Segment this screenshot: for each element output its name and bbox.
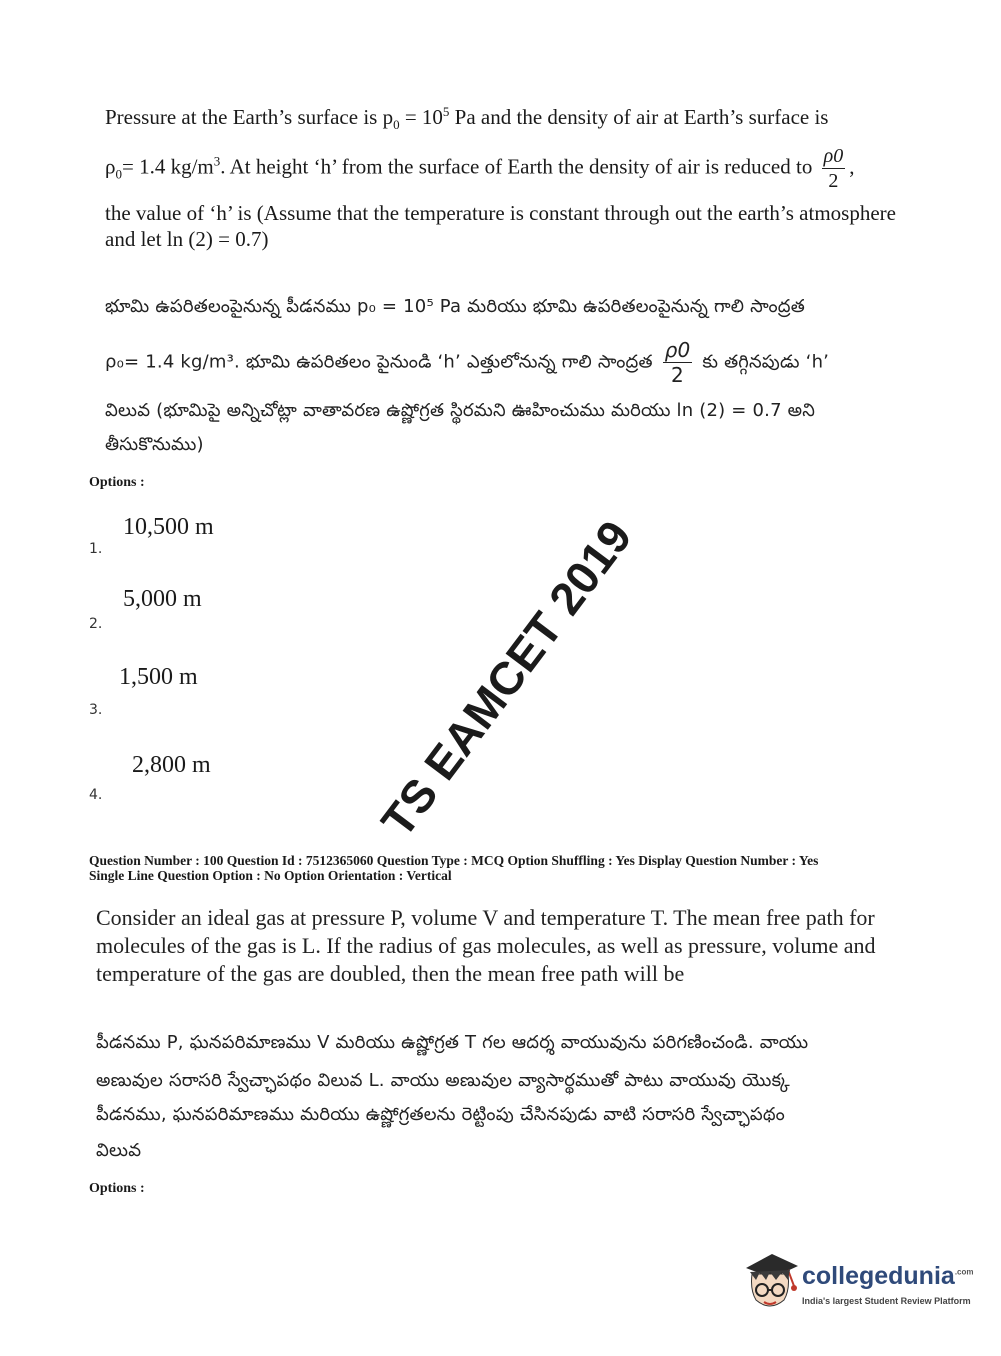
option-4-value[interactable]: 2,800 m [132, 752, 211, 778]
logo-brand-text: collegedunia$^{.com}$ [802, 1262, 974, 1290]
logo-tagline: India's largest Student Review Platform [802, 1296, 971, 1306]
q2-telugu-line-1: పీడనము P, ఘనపరిమాణము V మరియు ఉష్ణోగ్రత T గల ఆదర్శ వాయువును పరిగణించండి. వాయు [96, 1032, 809, 1053]
option-4-number: 4. [89, 787, 103, 803]
options-label-2: Options : [89, 1181, 145, 1196]
q1-english-line-1: Pressure at the Earth’s surface is $p_0 = 10^5$ Pa and the density of air at Earth’s surface is [105, 104, 829, 133]
option-3-value[interactable]: 1,500 m [119, 664, 198, 690]
rho0-over-2-fraction: $\frac{\rho 0}{2}$ [823, 145, 844, 192]
exam-watermark: TS EAMCET 2019 [370, 510, 642, 847]
question-meta-line-2: Single Line Question Option : No Option Orientation : Vertical [89, 868, 452, 883]
option-2-value[interactable]: 5,000 m [123, 586, 202, 612]
q1-telugu-line-2: ρ₀= 1.4 kg/m³. భూమి ఉపరితలం పైనుండి ‘h’ ఎత్తులోనున్న గాలి సాంద్రత $\frac{\rho 0}{2}$ కు తగ్గినపుడు ‘h’ [105, 338, 830, 387]
q1-english-line-3: the value of ‘h’ is (Assume that the temperature is constant through out the earth’s atmosphere [105, 201, 896, 225]
q2-telugu-line-4: విలువ [96, 1140, 142, 1161]
question-meta-line-1: Question Number : 100 Question Id : 7512365060 Question Type : MCQ Option Shuffling : Yes Display Question Number : Yes [89, 853, 819, 868]
q1-telugu-line-3: విలువ (భూమిపై అన్నిచోట్లా వాతావరణ ఉష్ణోగ్రత స్థిరమని ఊహించుము మరియు ln (2) = 0.7 అని [105, 400, 816, 421]
option-3-number: 3. [89, 702, 103, 718]
options-label: Options : [89, 475, 145, 490]
q1-telugu-line-1: భూమి ఉపరితలంపైనున్న పీడనము p₀ = 10⁵ Pa మరియు భూమి ఉపరితలంపైనున్న గాలి సాంద్రత [105, 296, 805, 317]
option-2-number: 2. [89, 616, 103, 632]
q2-english-line-3: temperature of the gas are doubled, then the mean free path will be [96, 961, 685, 986]
collegedunia-logo[interactable] [742, 1250, 972, 1314]
q2-telugu-line-3: పీడనము, ఘనపరిమాణము మరియు ఉష్ణోగ్రతలను రెట్టింపు చేసినపుడు వాటి సరాసరి స్వేచ్ఛాపథం [96, 1104, 785, 1125]
q2-english-line-2: molecules of the gas is L. If the radius of gas molecules, as well as pressure, volume and [96, 933, 876, 958]
q1-english-line-2: $\rho_0= 1.4$ $kg/m^3$. At height ‘h’ from the surface of Earth the density of air is reduced to $\frac{\rho 0}{2}$ , [105, 145, 855, 192]
mascot-icon [742, 1250, 800, 1312]
option-1-value[interactable]: 10,500 m [123, 514, 214, 540]
option-1-number: 1. [89, 541, 103, 557]
rho0-over-2-fraction-te: $\frac{\rho 0}{2}$ [664, 338, 691, 387]
q1-telugu-line-4: తీసుకొనుము) [105, 434, 204, 455]
q2-telugu-line-2: అణువుల సరాసరి స్వేచ్ఛాపథం విలువ L. వాయు అణువుల వ్యాసార్థముతో పాటు వాయువు యొక్క [96, 1070, 790, 1091]
q1-english-line-4: and let ln (2) = 0.7) [105, 227, 269, 251]
q2-english-line-1: Consider an ideal gas at pressure P, volume V and temperature T. The mean free path for [96, 905, 875, 930]
